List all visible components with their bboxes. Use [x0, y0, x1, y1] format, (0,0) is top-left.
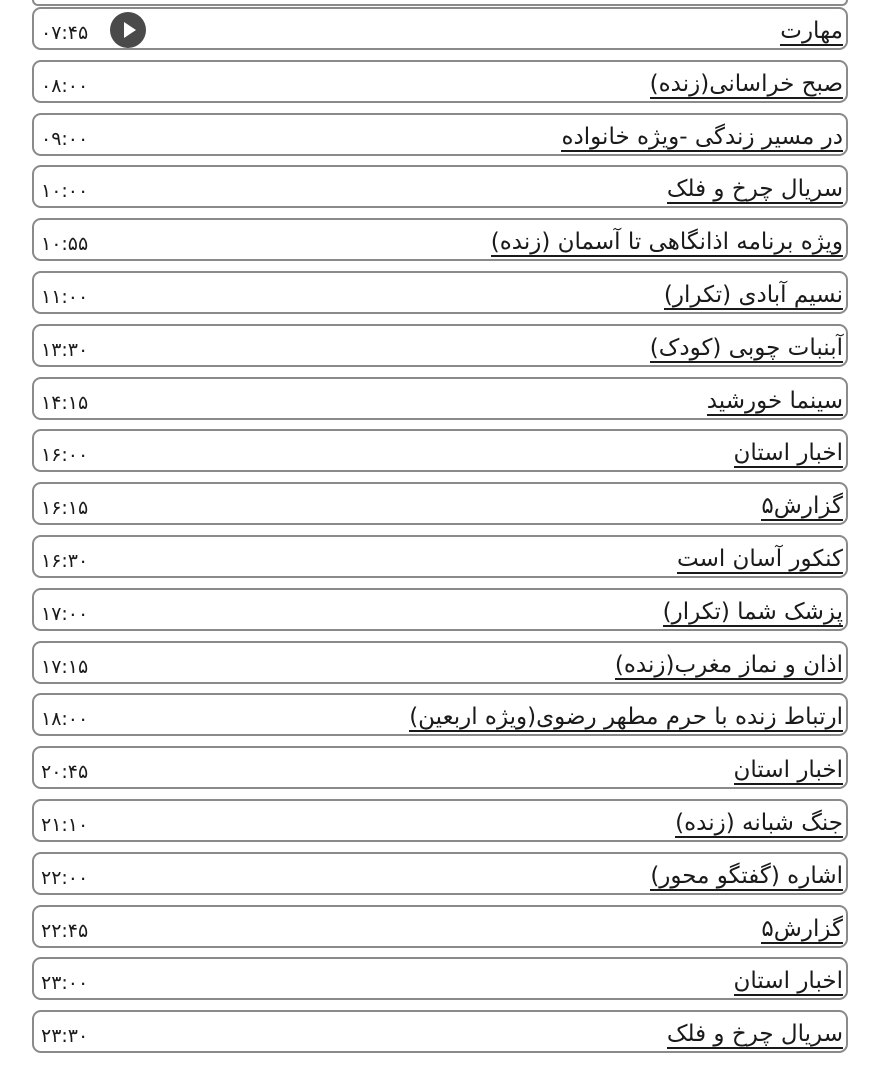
schedule-row[interactable]	[32, 218, 848, 261]
program-title[interactable]: پزشک شما (تکرار)	[662, 598, 843, 625]
program-title[interactable]: نسیم آبادی (تکرار)	[663, 282, 843, 308]
program-time: ۲۲:۴۵	[41, 919, 89, 942]
program-time: ۱۳:۳۰	[41, 338, 89, 361]
program-title[interactable]: گزارش۵	[761, 915, 843, 942]
program-title[interactable]: جنگ شبانه (زنده)	[675, 810, 843, 836]
schedule-row[interactable]	[32, 165, 848, 208]
program-time: ۱۷:۰۰	[41, 602, 89, 625]
program-title[interactable]: اخبار استان	[733, 968, 843, 995]
schedule-row[interactable]	[32, 7, 848, 50]
program-time: ۰۷:۴۵	[41, 22, 89, 44]
program-title[interactable]: ارتباط زنده با حرم مطهر رضوی(ویژه اربعین)	[409, 704, 843, 731]
program-time: ۱۸:۰۰	[41, 708, 89, 731]
program-title[interactable]: اخبار استان	[733, 440, 843, 467]
schedule-row[interactable]	[32, 535, 848, 578]
program-title[interactable]: صبح خراسانی(زنده)	[649, 70, 843, 97]
program-title[interactable]: سریال چرخ و فلک	[666, 1021, 843, 1048]
schedule-row[interactable]	[32, 324, 848, 367]
program-title[interactable]: ویژه برنامه اذانگاهی تا آسمان (زنده)	[490, 229, 843, 256]
schedule-row[interactable]	[32, 588, 848, 631]
schedule-row[interactable]	[32, 1010, 848, 1053]
schedule-row[interactable]	[32, 852, 848, 895]
program-time: ۰۹:۰۰	[41, 127, 89, 150]
program-time: ۲۰:۴۵	[41, 761, 89, 784]
program-time: ۱۶:۳۰	[41, 550, 89, 572]
schedule-row[interactable]	[32, 113, 848, 156]
schedule-row[interactable]	[32, 957, 848, 1000]
schedule-row[interactable]	[32, 377, 848, 420]
schedule-row[interactable]	[32, 905, 848, 948]
schedule-row[interactable]	[32, 693, 848, 736]
program-title[interactable]: گزارش۵	[761, 493, 843, 520]
program-title[interactable]: سریال چرخ و فلک	[666, 176, 843, 203]
program-title[interactable]: کنکور آسان است	[676, 546, 843, 572]
program-time: ۲۱:۱۰	[41, 814, 89, 836]
program-time: ۱۱:۰۰	[41, 286, 89, 308]
program-title[interactable]: سینما خورشید	[706, 387, 843, 414]
schedule-row[interactable]	[32, 271, 848, 314]
program-time: ۱۷:۱۵	[41, 655, 89, 678]
schedule-row[interactable]	[32, 799, 848, 842]
play-icon	[110, 12, 146, 48]
program-time: ۲۳:۰۰	[41, 972, 89, 995]
program-time: ۱۰:۰۰	[41, 180, 89, 203]
schedule-row[interactable]	[32, 429, 848, 472]
program-time: ۱۴:۱۵	[41, 391, 89, 414]
schedule-row[interactable]	[32, 482, 848, 525]
program-title[interactable]: اذان و نماز مغرب(زنده)	[614, 651, 843, 678]
program-title[interactable]: اخبار استان	[733, 757, 843, 784]
program-schedule-list	[32, 0, 848, 1080]
program-title[interactable]: مهارت	[780, 18, 843, 44]
program-title[interactable]: آبنبات چوبی (کودک)	[649, 334, 843, 361]
schedule-row[interactable]	[32, 641, 848, 684]
program-time: ۲۲:۰۰	[41, 866, 89, 889]
play-button[interactable]	[110, 12, 146, 48]
program-time: ۱۰:۵۵	[41, 233, 89, 256]
program-time: ۲۳:۳۰	[41, 1025, 89, 1048]
program-title[interactable]: اشاره (گفتگو محور)	[650, 862, 843, 889]
schedule-row[interactable]	[32, 60, 848, 103]
program-time: ۱۶:۱۵	[41, 497, 89, 520]
program-time: ۰۸:۰۰	[41, 74, 89, 97]
program-time: ۱۶:۰۰	[41, 444, 89, 467]
program-title[interactable]: در مسیر زندگی -ویژه خانواده	[561, 123, 843, 150]
schedule-row[interactable]	[32, 746, 848, 789]
